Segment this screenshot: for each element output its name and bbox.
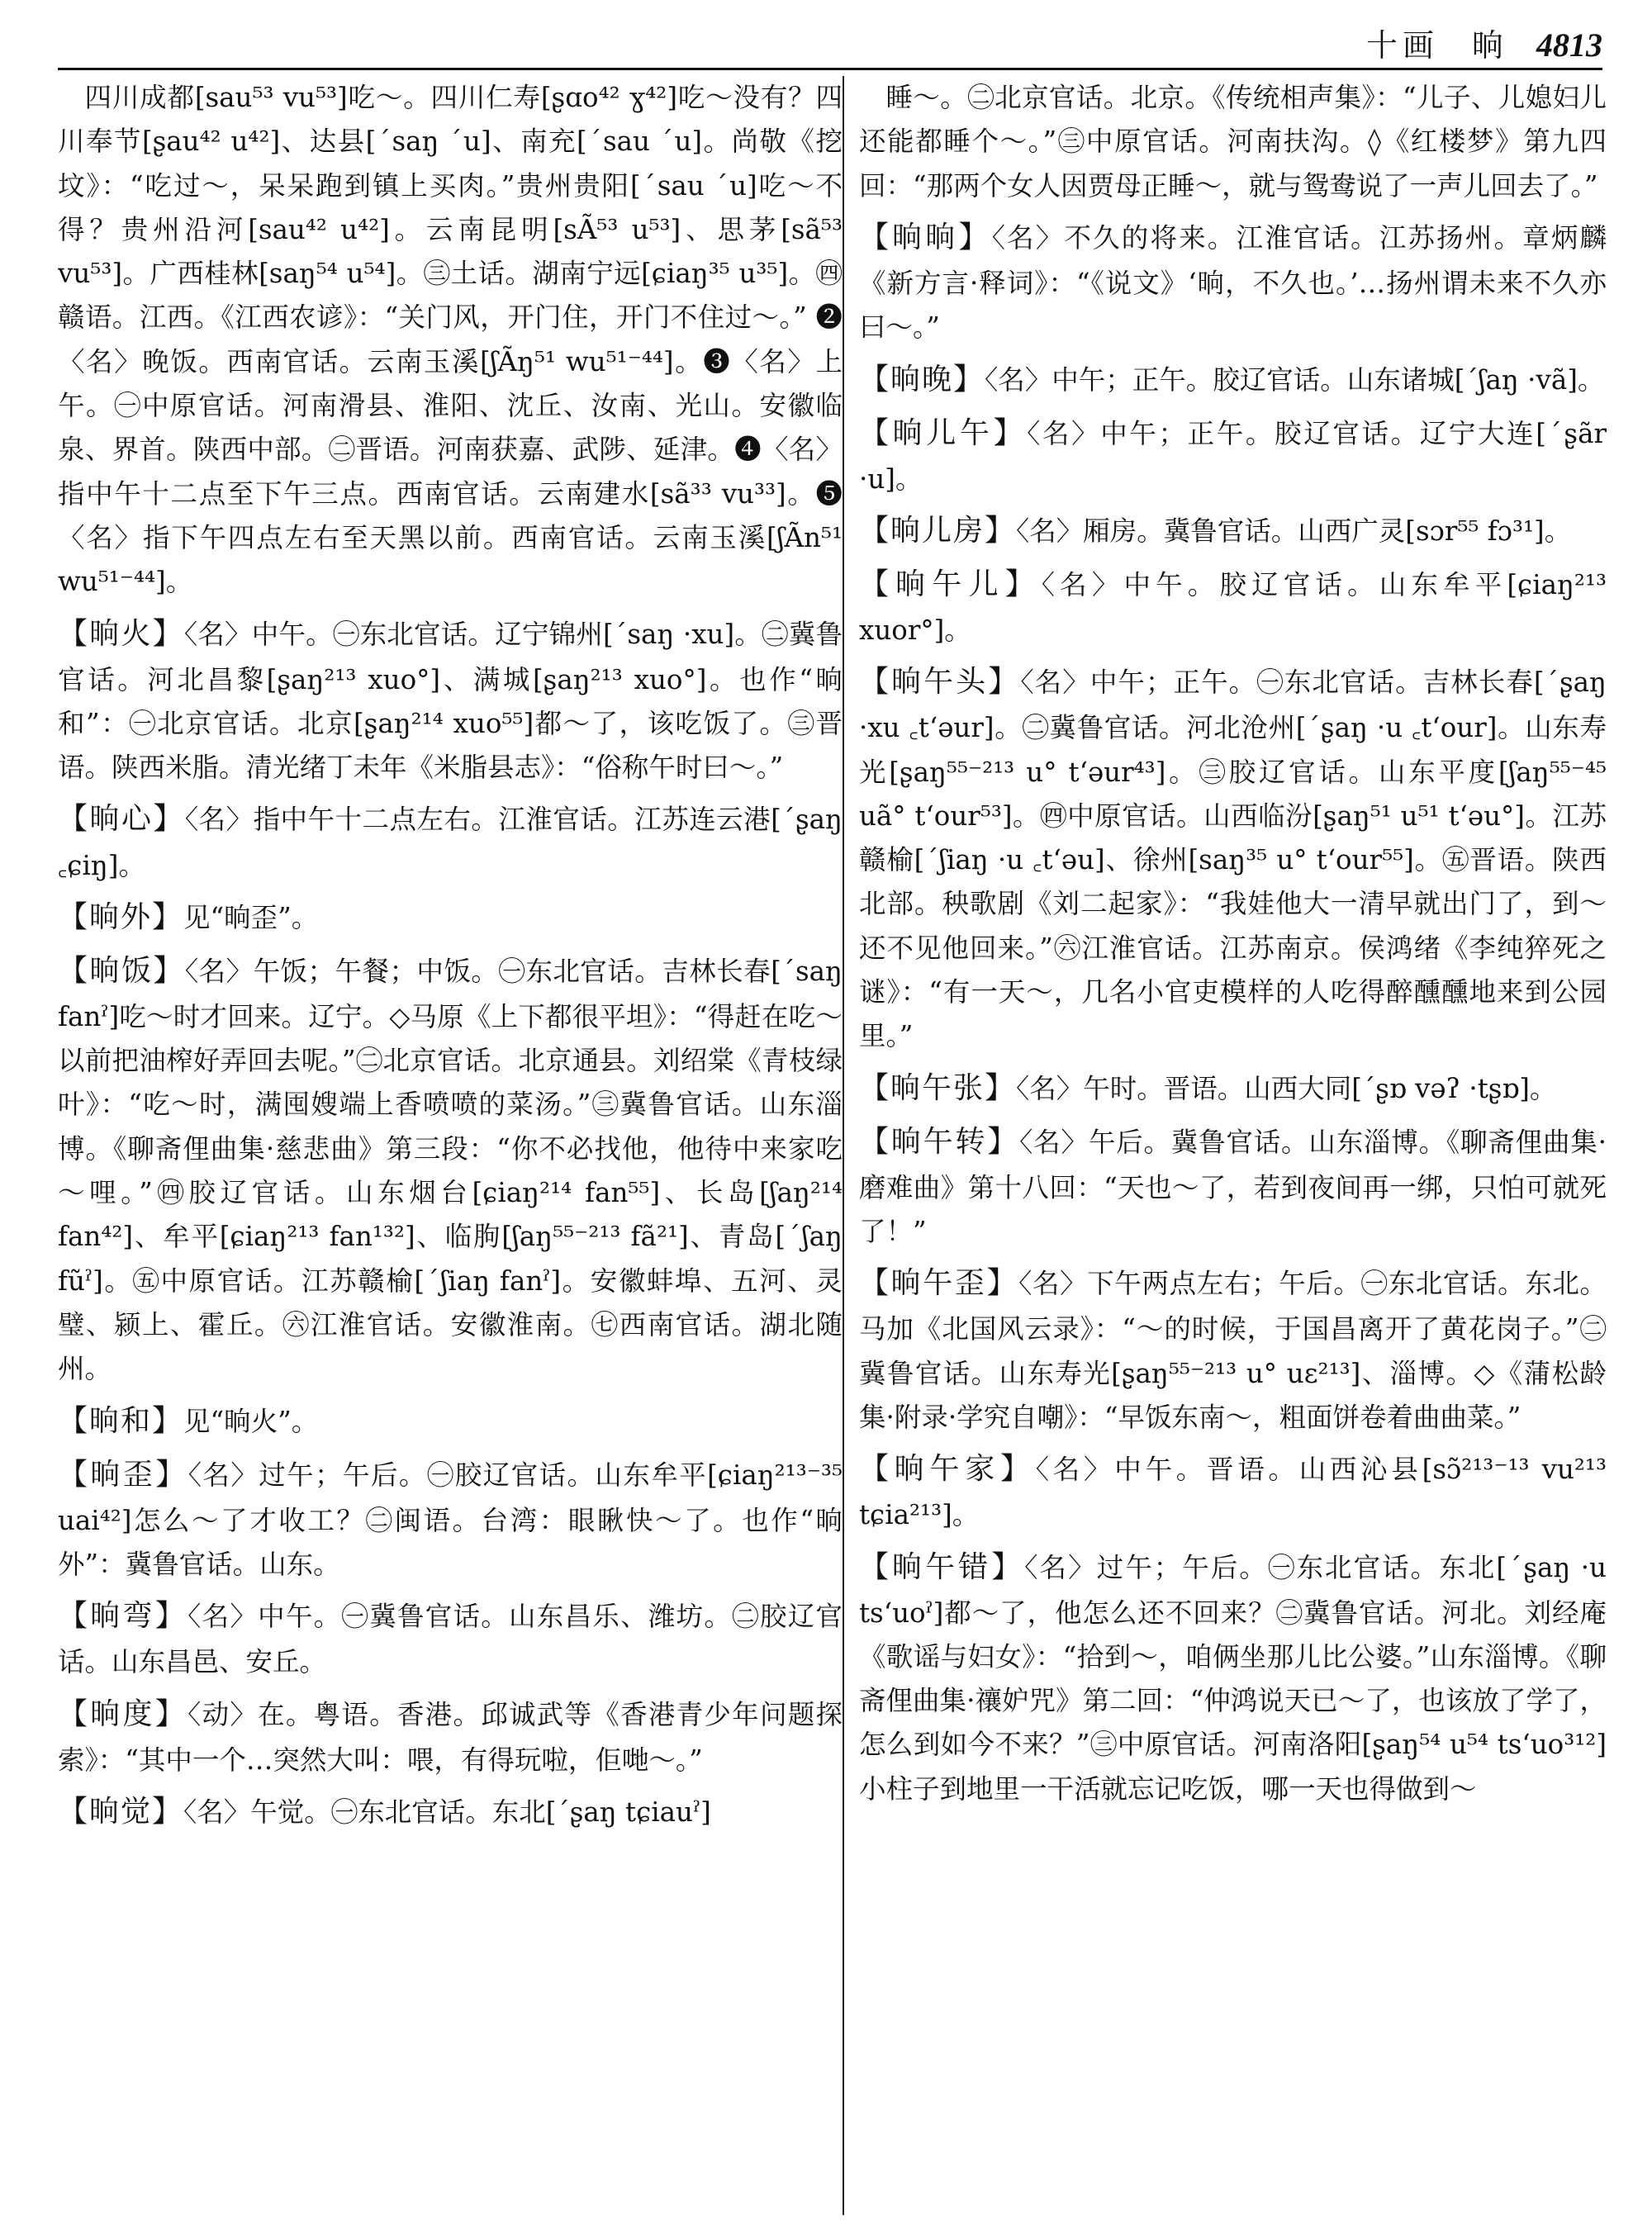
dictionary-entry: [859, 409, 1607, 501]
entry-headword: 【晌火】: [58, 616, 184, 651]
entry-headword: 【晌午儿】: [859, 567, 1042, 601]
dictionary-entry: [859, 1543, 1607, 1812]
dictionary-entry: [58, 1690, 843, 1782]
entry-headword: 【晌午转】: [859, 1124, 1020, 1159]
dictionary-entry: [58, 893, 843, 942]
entry-definition: 〈名〉午饭；午餐；中饭。㊀东北官话。吉林长春[ˊsaŋ fanˀ]吃～时才回来。辽宁。◇马原《上下都很平坦》：“得赶在吃～以前把油榨好弄回去呢。”㊁北京官话。北京通县。刘绍棠《青枝绿叶》：“吃～时，满囤嫂端上香喷喷的菜汤。”㊂冀鲁官话。山东淄博。《聊斋俚曲集·慈悲曲》第三段：“你不必找他，他待中来家吃～哩。”㊃胶辽官话。山东烟台[ɕiaŋ²¹⁴ fan⁵⁵]、长岛[ʃaŋ²¹⁴ fan⁴²]、牟平[ɕiaŋ²¹³ fan¹³²]、临朐[ʃaŋ⁵⁵⁻²¹³ fã²¹]、青岛[ˊʃaŋ fũˀ]。㊄中原官话。江苏赣榆[ˊʃiaŋ fanˀ]。安徽蚌埠、五河、灵璧、颍上、霍丘。㊅江淮官话。安徽淮南。㊆西南官话。湖北随州。: [58, 955, 843, 1385]
dictionary-entry: [58, 795, 843, 887]
entry-headword: 【晌心】: [58, 802, 185, 837]
dictionary-entry: [859, 1259, 1607, 1440]
dictionary-entry: [859, 1117, 1607, 1255]
left-column: [58, 76, 843, 2215]
entry-headword: 【晌午错】: [859, 1549, 1025, 1584]
entry-headword: 【晌午歪】: [859, 1266, 1019, 1301]
entry-definition: 〈动〉在。粤语。香港。邱诚武等《香港青少年问题探索》：“其中一个…突然大叫：喂，有得玩啦，佢哋～。”: [58, 1698, 843, 1776]
entry-definition: 〈名〉午觉。㊀东北官话。东北[ˊʂaŋ tɕiauˀ]: [183, 1796, 711, 1828]
entry-headword: 【晌外】: [58, 899, 184, 934]
page-number: 4813: [1536, 26, 1602, 64]
entry-definition: 〈名〉中午。㊀冀鲁官话。山东昌乐、潍坊。㊁胶辽官话。山东昌邑、安丘。: [58, 1601, 843, 1678]
entry-definition: 〈名〉中午；正午。胶辽官话。山东诸城[ˊʃaŋ ·vã]。: [985, 363, 1605, 396]
header-section: 十画: [1365, 27, 1439, 64]
entry-headword: 【晌晌】: [859, 220, 992, 254]
entry-definition: 〈名〉过午；午后。㊀胶辽官话。山东牟平[ɕiaŋ²¹³⁻³⁵ uai⁴²]怎么～了才收工？㊁闽语。台湾：眼瞅快～了。也作“晌外”：冀鲁官话。山东。: [58, 1459, 843, 1580]
dictionary-entry: [859, 657, 1607, 1058]
dictionary-entry: [58, 1787, 843, 1836]
dictionary-entry: [859, 1445, 1607, 1537]
entry-definition: 〈名〉中午。胶辽官话。山东牟平[ɕiaŋ²¹³ xuor°]。: [859, 568, 1607, 646]
dictionary-entry: [859, 506, 1607, 555]
entry-definition: 〈名〉不久的将来。江淮官话。江苏扬州。章炳麟《新方言·释词》：“《说文》‘晌，不久也。’…扬州谓未来不久亦曰～。”: [859, 221, 1607, 344]
entry-definition: 四川成都[sau⁵³ vu⁵³]吃～。四川仁寿[ʂɑo⁴² ɣ⁴²]吃～没有？四川奉节[ʂau⁴² u⁴²]、达县[ˊsaŋ ˊu]、南充[ˊsau ˊu]。尚敬《挖坟》：“吃过～，呆呆跑到镇上买肉。”贵州贵阳[ˊsau ˊu]吃～不得？贵州沿河[sau⁴² u⁴²]。云南昆明[sÃ⁵³ u⁵³]、思茅[sã⁵³ vu⁵³]。广西桂林[saŋ⁵⁴ u⁵⁴]。㊂土话。湖南宁远[ɕiaŋ³⁵ u³⁵]。㊃赣语。江西。《江西农谚》：“关门风，开门住，开门不住过～。” ❷〈名〉晚饭。西南官话。云南玉溪[ʃÃŋ⁵¹ wu⁵¹⁻⁴⁴]。❸〈名〉上午。㊀中原官话。河南滑县、淮阳、沈丘、汝南、光山。安徽临泉、界首。陕西中部。㊁晋语。河南获嘉、武陟、延津。❹〈名〉指中午十二点至下午三点。西南官话。云南建水[sã³³ vu³³]。❺〈名〉指下午四点左右至天黑以前。西南官话。云南玉溪[ʃÃn⁵¹ wu⁵¹⁻⁴⁴]。: [58, 82, 843, 598]
dictionary-entry: [859, 1064, 1607, 1113]
entry-headword: 【晌午家】: [859, 1452, 1036, 1487]
entry-definition: 〈名〉过午；午后。㊀东北官话。东北[ˊʂaŋ ·u ts‘uoˀ]都～了，他怎么还不回来？㊁冀鲁官话。河北。刘经庵《歌谣与妇女》：“拾到～，咱俩坐那儿比公婆。”山东淄博。《聊斋俚曲集·禳妒咒》第二回：“仲鸿说天已～了，也该放了学了，怎么到如今不来？”㊂中原官话。河南洛阳[ʂaŋ⁵⁴ u⁵⁴ ts‘uo³¹²]小柱子到地里一干活就忘记吃饭，哪一天也得做到～: [859, 1551, 1607, 1805]
entry-headword: 【晌饭】: [58, 953, 185, 988]
entry-definition: 〈名〉中午；正午。㊀东北官话。吉林长春[ˊʂaŋ ·xu ꜀t‘əur]。㊁冀鲁官话。河北沧州[ˊʂaŋ ·u ꜀t‘our]。山东寿光[ʂaŋ⁵⁵⁻²¹³ u° t‘əur⁴³]。㊂胶辽官话。山东平度[ʃaŋ⁵⁵⁻⁴⁵ uã° t‘our⁵³]。㊃中原官话。山西临汾[ʂaŋ⁵¹ u⁵¹ t‘əu°]。江苏赣榆[ˊʃiaŋ ·u ꜀t‘əu]、徐州[saŋ³⁵ u° t‘our⁵⁵]。㊄晋语。陕西北部。秧歌剧《刘二起家》：“我娃他大一清早就出门了，到～还不见他回来。”㊅江淮官话。江苏南京。侯鸿绪《李纯猝死之谜》：“有一天～，几名小官吏模样的人吃得醉醺醺地来到公园里。”: [859, 667, 1607, 1052]
entry-headword: 【晌度】: [58, 1696, 188, 1731]
page-header: [58, 17, 1602, 70]
entry-definition: 睡～。㊁北京官话。北京。《传统相声集》：“儿子、儿媳妇儿还能都睡个～。”㊂中原官话。河南扶沟。◊《红楼梦》第九四回：“那两个女人因贾母正睡～，就与鸳鸯说了一声儿回去了。”: [859, 82, 1607, 202]
entry-headword: 【晌觉】: [58, 1794, 184, 1829]
entry-definition: 〈名〉指中午十二点左右。江淮官话。江苏连云港[ˊʂaŋ ꜀ɕiŋ]。: [58, 804, 843, 881]
dictionary-entry: [58, 1397, 843, 1445]
entry-definition: 〈名〉午时。晋语。山西大同[ˊʂɒ vəʔ ·tʂɒ]。: [1016, 1072, 1557, 1104]
dictionary-entry: [58, 1450, 843, 1587]
entry-definition: 〈名〉中午。㊀东北官话。辽宁锦州[ˊsaŋ ·xu]。㊁冀鲁官话。河北昌黎[ʂaŋ²¹³ xuo°]、满城[ʂaŋ²¹³ xuo°]。也作“晌和”：㊀北京官话。北京[ʂaŋ²¹⁴ xuo⁵⁵]都～了，该吃饭了。㊂晋语。陕西米脂。清光绪丁未年《米脂县志》：“俗称午时曰～。”: [58, 618, 843, 784]
column-divider: [843, 76, 844, 2215]
dictionary-entry: [859, 213, 1607, 350]
dictionary-entry: [58, 947, 843, 1392]
dictionary-entry: [859, 560, 1607, 652]
dictionary-entry: [58, 1592, 843, 1684]
entry-definition: 〈名〉中午。晋语。山西沁县[sɔ̃²¹³⁻¹³ vu²¹³ tɕia²¹³]。: [859, 1454, 1607, 1531]
entry-headword: 【晌午头】: [859, 665, 1021, 700]
entry-headword: 【晌午张】: [859, 1070, 1017, 1105]
dictionary-entry: [859, 355, 1607, 404]
header-character: 晌: [1471, 27, 1503, 64]
dictionary-entry: [58, 610, 843, 790]
entry-headword: 【晌儿午】: [859, 415, 1028, 450]
entry-definition: 〈名〉中午；正午。胶辽官话。辽宁大连[ˊʂãr ·u]。: [859, 417, 1607, 495]
entry-headword: 【晌歪】: [58, 1457, 188, 1492]
right-column: [859, 76, 1607, 2215]
entry-definition: 〈名〉午后。冀鲁官话。山东淄博。《聊斋俚曲集·磨难曲》第十八回：“天也～了，若到夜间再一绑，只怕可就死了！”: [859, 1126, 1607, 1247]
entry-headword: 【晌晚】: [859, 362, 985, 396]
entry-continuation: [859, 76, 1607, 208]
entry-definition: 见“晌歪”。: [183, 901, 319, 933]
entry-headword: 【晌和】: [58, 1403, 184, 1438]
entry-headword: 【晌弯】: [58, 1599, 188, 1634]
entry-headword: 【晌儿房】: [859, 513, 1017, 548]
entry-definition: 见“晌火”。: [183, 1405, 319, 1437]
entry-continuation: [58, 76, 843, 605]
entry-definition: 〈名〉厢房。冀鲁官话。山西广灵[sɔr⁵⁵ fɔ³¹]。: [1016, 515, 1572, 547]
entry-definition: 〈名〉下午两点左右；午后。㊀东北官话。东北。马加《北国风云录》：“～的时候，于国昌离开了黄花岗子。”㊁冀鲁官话。山东寿光[ʂaŋ⁵⁵⁻²¹³ u° uɛ²¹³]、淄博。◇《蒲松龄集·附录·学究自嘲》：“早饭东南～，粗面饼卷着曲曲菜。”: [859, 1268, 1607, 1433]
header-right: [1366, 20, 1602, 65]
